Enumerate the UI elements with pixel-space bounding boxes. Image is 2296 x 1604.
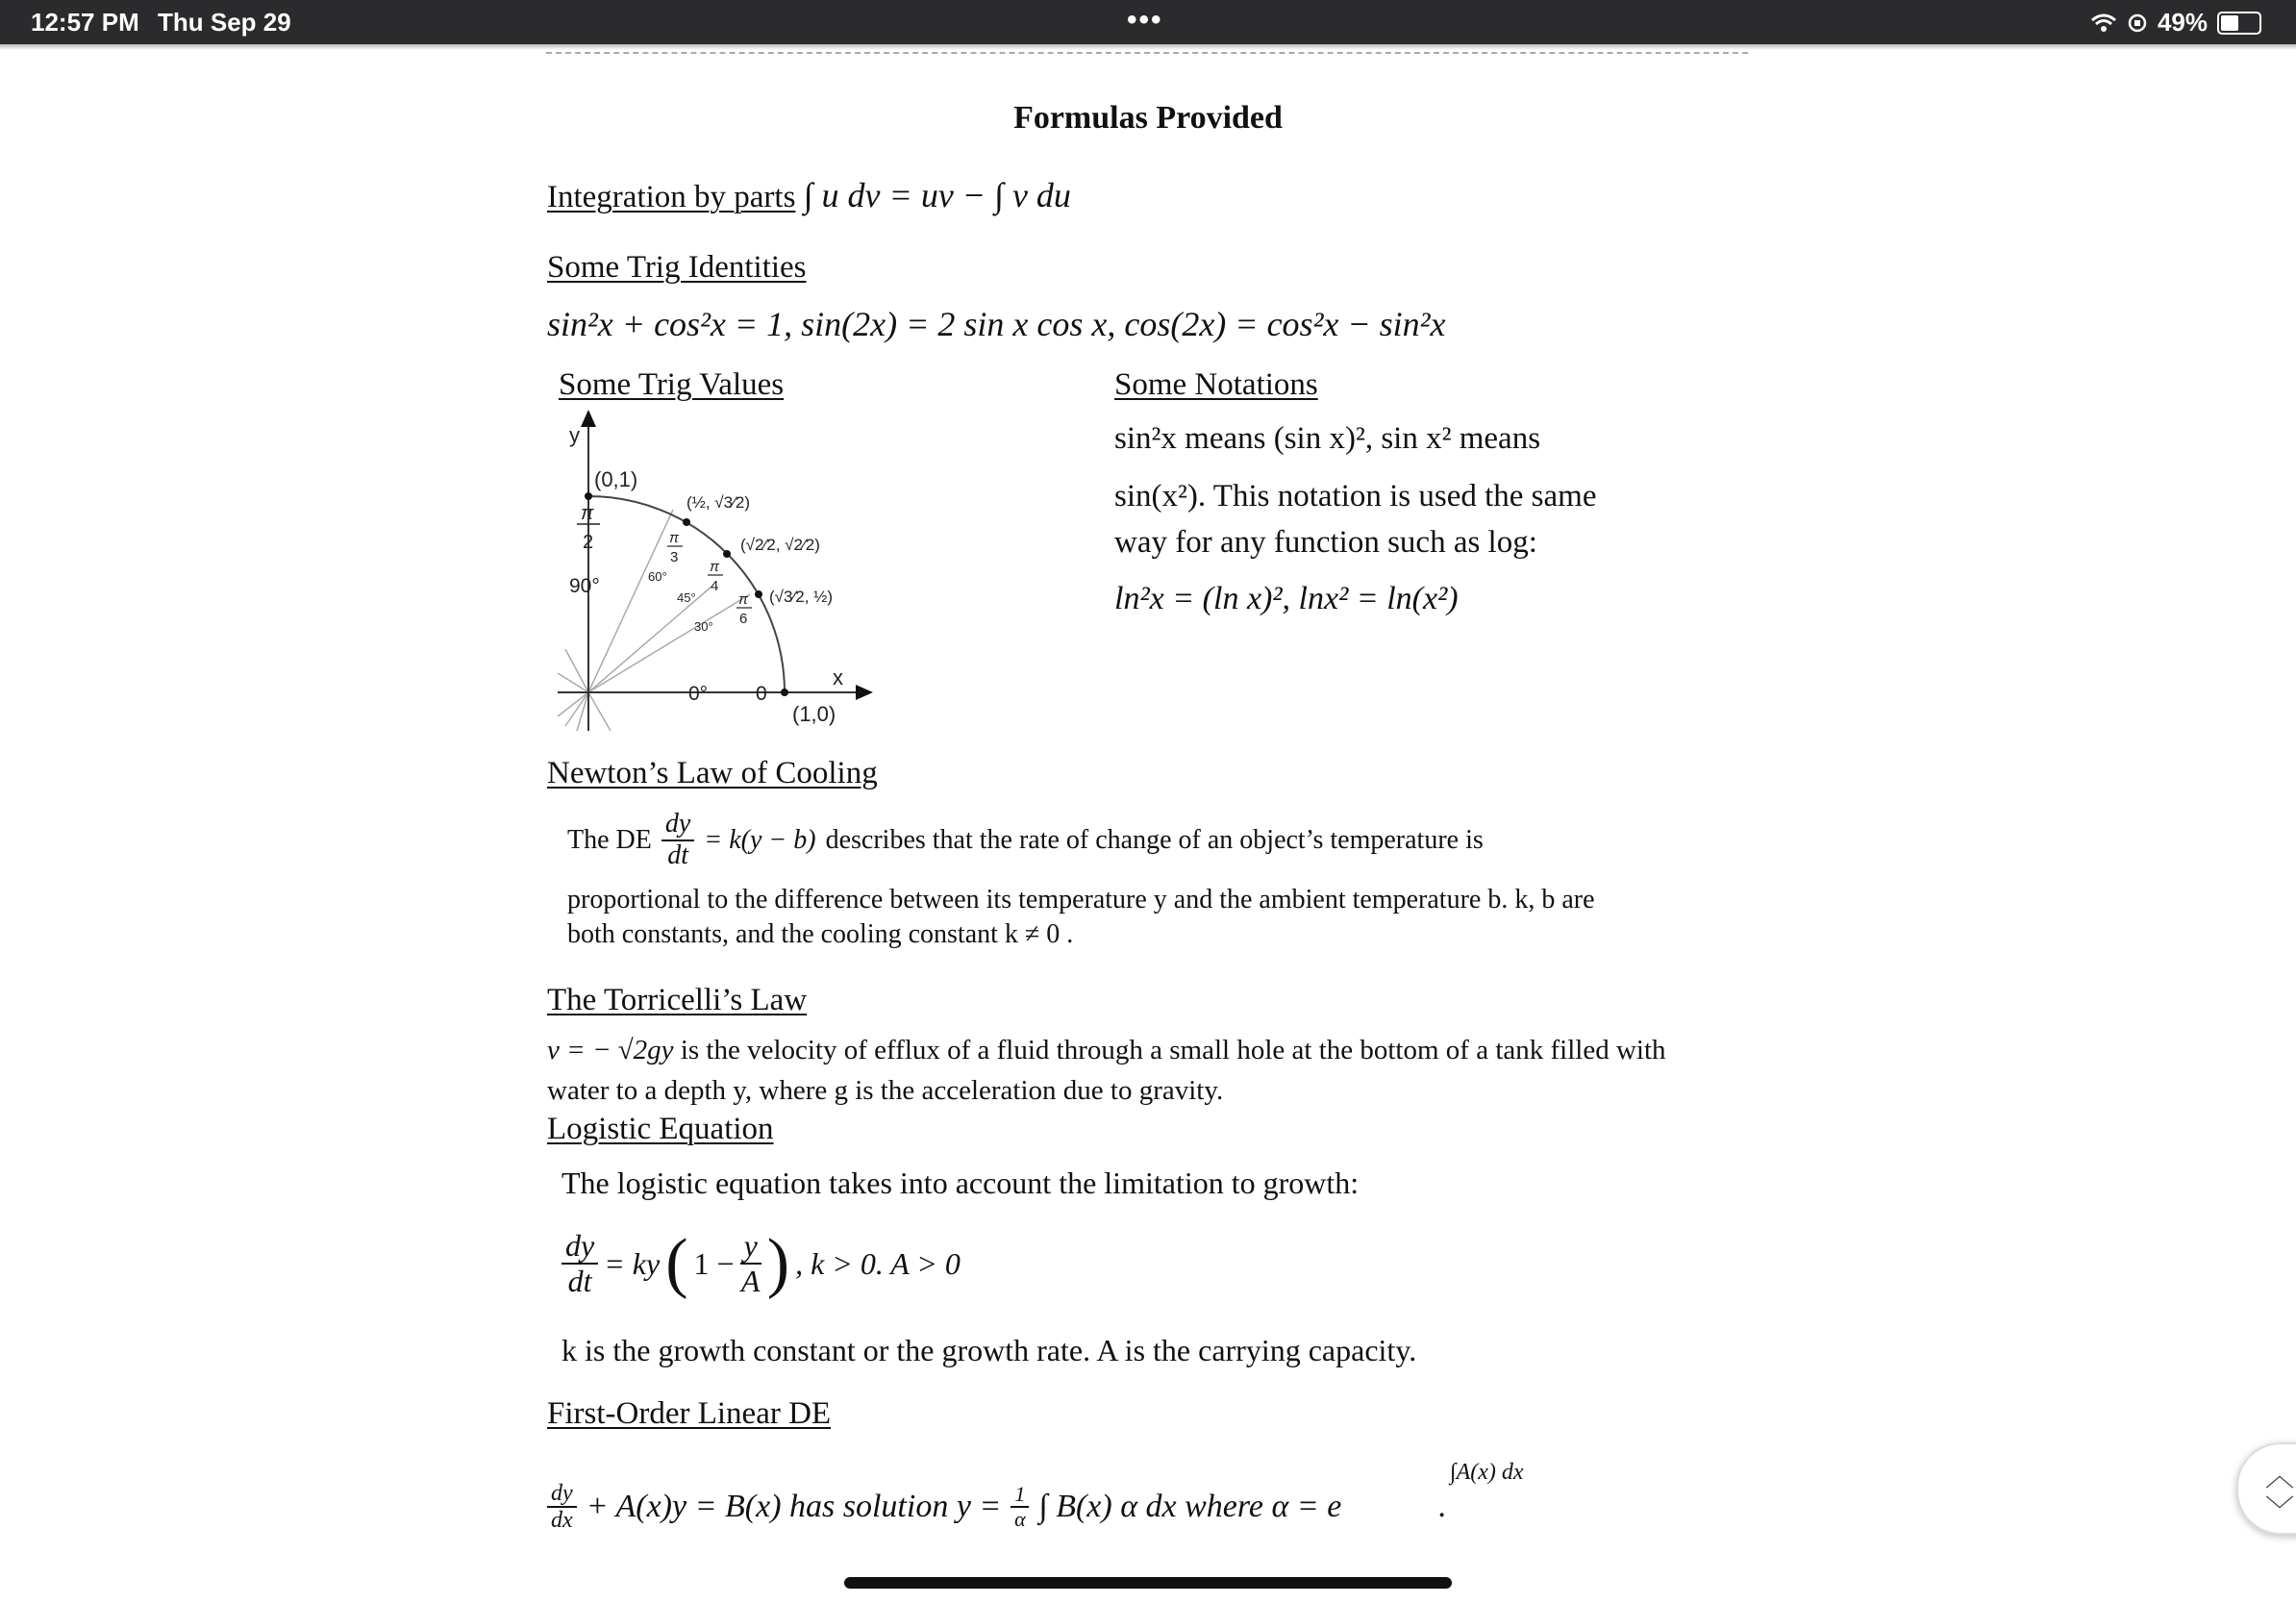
linear-dy: dy: [547, 1481, 577, 1508]
status-time: 12:57 PM: [31, 8, 139, 37]
trig-values-heading: Some Trig Values: [559, 367, 785, 402]
integration-label: Integration by parts: [547, 180, 796, 214]
integration-formula: ∫ u dv = uv − ∫ v du: [803, 176, 1071, 214]
integration-row: [547, 175, 1071, 215]
pi-over-3-bottom: 3: [670, 549, 679, 565]
linear-dx: dx: [551, 1508, 573, 1534]
deg-60: 60°: [648, 569, 667, 584]
logistic-desc: k is the growth constant or the growth rate. A is the carrying capacity.: [562, 1333, 1417, 1367]
linear-heading: First-Order Linear DE: [547, 1396, 832, 1431]
unit-circle-diagram: [558, 404, 885, 731]
linear-part-2: ∫ B(x) α dx where α = e: [1038, 1489, 1342, 1525]
newton-rhs: = k(y − b): [704, 824, 816, 855]
notations-line-4: ln²x = (ln x)², lnx² = ln(x²): [1114, 581, 1459, 616]
newton-fraction: [661, 810, 694, 871]
logistic-inner-a: A: [740, 1264, 761, 1298]
pi-over-6-bottom: 6: [739, 611, 748, 627]
logistic-dy: dy: [562, 1229, 598, 1265]
logistic-inner-one: 1 −: [693, 1245, 735, 1281]
linear-part-1: + A(x)y = B(x) has solution y =: [586, 1489, 1002, 1525]
deg-30: 30°: [694, 619, 713, 634]
logistic-inner-y: y: [740, 1229, 761, 1265]
pi-over-2-top: π: [581, 503, 594, 524]
x-axis-label: x: [833, 665, 843, 689]
deg-45: 45°: [677, 590, 696, 605]
linear-equation: [547, 1481, 1446, 1534]
linear-period: .: [1437, 1489, 1446, 1525]
notations-line-2: sin(x²). This notation is used the same: [1114, 479, 1597, 514]
torricelli-line-1: [547, 1035, 1666, 1066]
newton-heading: Newton’s Law of Cooling: [547, 756, 878, 790]
newton-line-3: both constants, and the cooling constant k ≠ 0 .: [567, 919, 1074, 949]
deg-90: 90°: [569, 575, 600, 597]
status-indicators: [2090, 8, 2261, 38]
linear-alpha: α: [1014, 1507, 1026, 1532]
status-date: Thu Sep 29: [158, 8, 291, 37]
page-top-border: [546, 52, 1748, 54]
point-0-1: (0,1): [594, 467, 638, 491]
notations-heading: Some Notations: [1114, 367, 1318, 402]
pi-over-6-top: π: [738, 591, 749, 608]
pi-over-2-bottom: 2: [583, 532, 594, 553]
deg-0: 0°: [688, 683, 709, 705]
logistic-mid: = ky: [604, 1245, 661, 1281]
page-title: Formulas Provided: [1013, 100, 1283, 136]
battery-icon: [2217, 12, 2261, 35]
battery-percent: 49%: [2157, 8, 2208, 37]
point-pi-6: (√3⁄2, ½): [769, 588, 834, 606]
newton-dt: dt: [667, 840, 688, 870]
chevron-up-icon[interactable]: ︿: [2265, 1460, 2294, 1493]
logistic-equation: $\frac{dy}{dt}$ = ky ( 1 − $\frac{y}{A}$ ) , k > 0. A > 0: [562, 1225, 961, 1302]
logistic-dt: dt: [567, 1264, 592, 1298]
home-indicator[interactable]: [844, 1577, 1452, 1589]
trig-identities-formula: sin²x + cos²x = 1, sin(2x) = 2 sin x cos x, cos(2x) = cos²x − sin²x: [547, 305, 1446, 343]
newton-line-2: proportional to the difference between its temperature y and the ambient temperature b. k, b are: [567, 885, 1595, 915]
pi-over-4-top: π: [710, 559, 720, 575]
torricelli-line-1-rest: is the velocity of efflux of a fluid through a small hole at the bottom of a tank filled with: [680, 1035, 1666, 1065]
orientation-lock-icon: [2127, 13, 2148, 34]
trig-identities-heading: Some Trig Identities: [547, 250, 807, 285]
newton-line-1: [567, 810, 1484, 871]
newton-line-1-rest: describes that the rate of change of an object’s temperature is: [825, 824, 1484, 855]
status-bar: [0, 0, 2296, 44]
point-pi-3: (½, √3⁄2): [686, 493, 751, 512]
newton-the-de: The DE: [567, 824, 652, 855]
point-pi-4: (√2⁄2, √2⁄2): [740, 536, 820, 554]
notations-line-1: sin²x means (sin x)², sin x² means: [1114, 421, 1541, 456]
chevron-down-icon[interactable]: ﹀: [2265, 1494, 2294, 1528]
torricelli-heading: The Torricelli’s Law: [547, 983, 808, 1017]
pi-over-4-bottom: 4: [711, 578, 719, 594]
linear-exponent: ∫A(x) dx: [1450, 1460, 1524, 1485]
notations-line-3: way for any function such as log:: [1114, 525, 1537, 560]
logistic-tail: , k > 0. A > 0: [795, 1245, 961, 1281]
torricelli-formula: v = − √2gy: [547, 1035, 674, 1065]
newton-dy: dy: [661, 810, 694, 841]
multitasking-dots[interactable]: •••: [1127, 4, 1163, 36]
logistic-intro: The logistic equation takes into account the limitation to growth:: [562, 1165, 1360, 1200]
torricelli-line-2: water to a depth y, where g is the acceleration due to gravity.: [547, 1075, 1224, 1106]
zero-label: 0: [756, 683, 767, 705]
linear-one: 1: [1011, 1483, 1029, 1508]
page-scroll-control[interactable]: [2236, 1442, 2296, 1535]
logistic-heading: Logistic Equation: [547, 1112, 774, 1146]
point-1-0: (1,0): [792, 702, 836, 726]
pi-over-3-top: π: [669, 530, 680, 546]
y-axis-label: y: [569, 423, 580, 447]
wifi-icon: [2090, 13, 2117, 34]
